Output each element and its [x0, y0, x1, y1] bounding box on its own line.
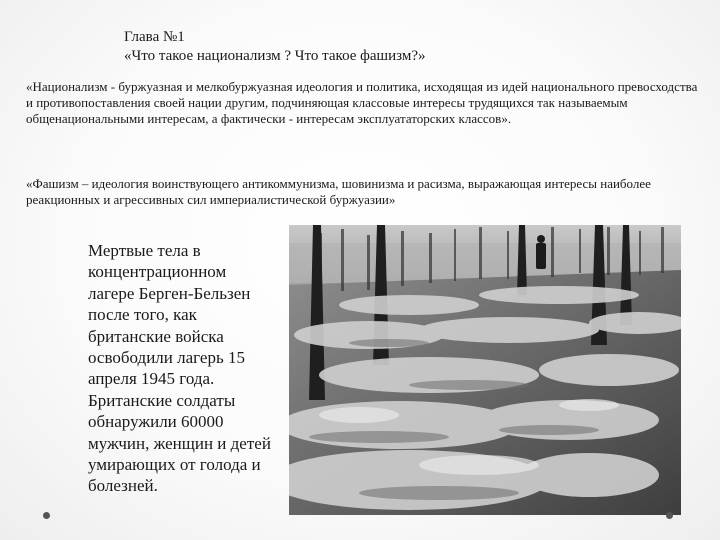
photo-illustration	[289, 225, 681, 515]
decorative-dot-left	[43, 512, 50, 519]
chapter-question: «Что такое национализм ? Что такое фашизм?»	[124, 48, 426, 64]
chapter-title: Глава №1	[124, 29, 185, 45]
decorative-dot-right	[666, 512, 673, 519]
fascism-definition: «Фашизм – идеология воинствующего антикоммунизма, шовинизма и расизма, выражающая интересы наиболее реакционных и агрессивных сил империалистической буржуазии»	[26, 176, 651, 207]
photo-caption: Мертвые тела в концентрационном лагере Берген-Бельзен после того, как британские войска освободили лагерь 15 апреля 1945 года. Британские солдаты обнаружили 60000 мужчин, женщин и детей умирающих от голода и болезней.	[88, 241, 271, 496]
slide-heading	[124, 28, 644, 66]
nationalism-definition: «Национализм - буржуазная и мелкобуржуазная идеология и политика, исходящая из идей национального превосходства и противопоставления своей нации другим, подчиняющая классовые интересы трудящихся так называемым общенациональными интересам, а фактически - интересам эксплуататорских классов».	[26, 79, 698, 126]
historical-photo	[289, 225, 681, 515]
